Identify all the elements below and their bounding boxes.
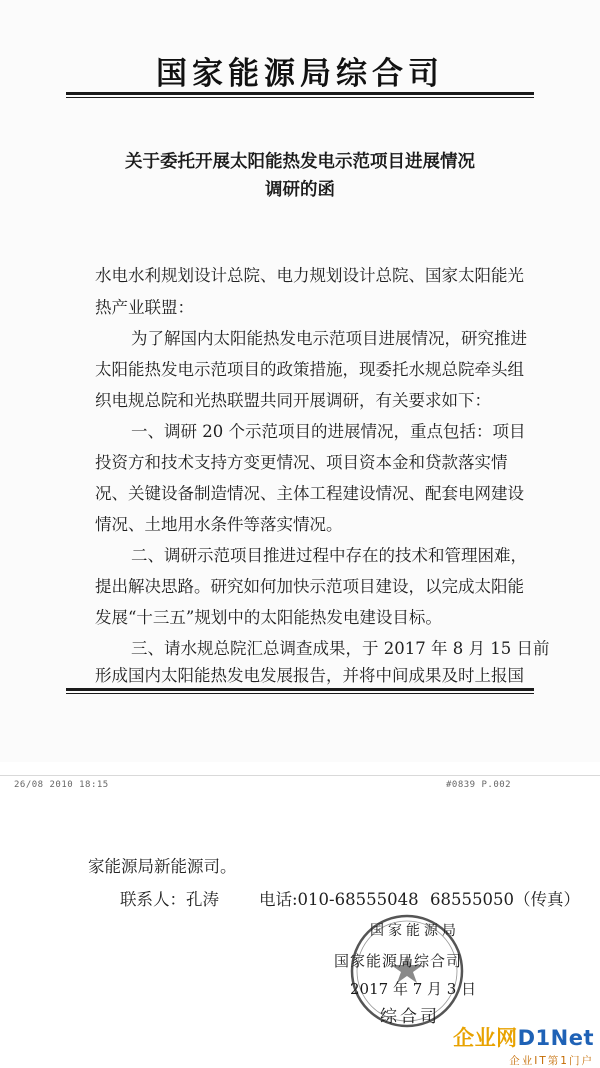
item1-line-1: 一、调研 20 个示范项目的进展情况，重点包括：项目: [131, 422, 526, 441]
addressee-line-1: 水电水利规划设计总院、电力规划设计总院、国家太阳能光: [95, 266, 524, 285]
addressee-line-2: 热产业联盟：: [95, 298, 194, 317]
item2-line-3: 发展“十三五”规划中的太阳能热发电建设目标。: [95, 608, 442, 627]
intro-line-3: 织电规总院和光热联盟共同开展调研，有关要求如下：: [95, 391, 491, 410]
item1-line-2: 投资方和技术支持方变更情况、项目资本金和贷款落实情: [95, 453, 508, 472]
continuation-line: 家能源局新能源司。: [88, 857, 237, 876]
letterhead-rule-thin: [66, 97, 534, 98]
item1-line-3: 况、关键设备制造情况、主体工程建设情况、配套电网建设: [95, 484, 524, 503]
contact-fax: 68555050（传真）: [430, 890, 580, 909]
intro-line-1: 为了解国内太阳能热发电示范项目进展情况，研究推进: [131, 329, 527, 348]
letter-subject-line-1: 关于委托开展太阳能热发电示范项目进展情况: [125, 152, 475, 172]
d1net-watermark: [453, 1022, 594, 1068]
watermark-logo-accent: D1Net: [517, 1026, 594, 1050]
watermark-logo-main: 企业网: [453, 1026, 518, 1050]
seal-org-line: 国家能源局综合司: [334, 952, 463, 970]
seal-date: 2017 年 7 月 3 日: [350, 980, 477, 998]
fax-page-number: #0839 P.002: [446, 780, 512, 790]
org-letterhead-title: 国家能源局综合司: [156, 56, 444, 92]
watermark-tagline: 企业IT第1门户: [509, 1055, 594, 1067]
seal-bottom-text: 综合司: [380, 1007, 440, 1027]
item2-line-1: 二、调研示范项目推进过程中存在的技术和管理困难，: [131, 546, 527, 565]
footer-rule-thin: [66, 693, 534, 694]
page-edge-bottom: [0, 775, 600, 776]
intro-line-2: 太阳能热发电示范项目的政策措施，现委托水规总院牵头组: [95, 360, 524, 379]
item1-line-4: 情况、土地用水条件等落实情况。: [95, 515, 343, 534]
watermark-logo: [453, 1022, 594, 1052]
letter-subject-line-2: 调研的函: [265, 180, 335, 200]
page-gap: [0, 762, 600, 776]
contact-phone: 电话:010-68555048: [259, 890, 419, 909]
fax-timestamp: 26/08 2010 18:15: [14, 780, 109, 790]
item2-line-2: 提出解决思路。研究如何加快示范项目建设，以完成太阳能: [95, 577, 524, 596]
contact-person: 联系人：孔涛: [120, 890, 219, 909]
seal-top-arc: 国家能源局: [370, 923, 460, 939]
letterhead-rule-thick: [66, 92, 534, 95]
item3-line-2: 形成国内太阳能热发电发展报告，并将中间成果及时上报国: [95, 666, 524, 685]
item3-line-1: 三、请水规总院汇总调查成果，于 2017 年 8 月 15 日前: [131, 639, 550, 658]
footer-rule-thick: [66, 688, 534, 691]
